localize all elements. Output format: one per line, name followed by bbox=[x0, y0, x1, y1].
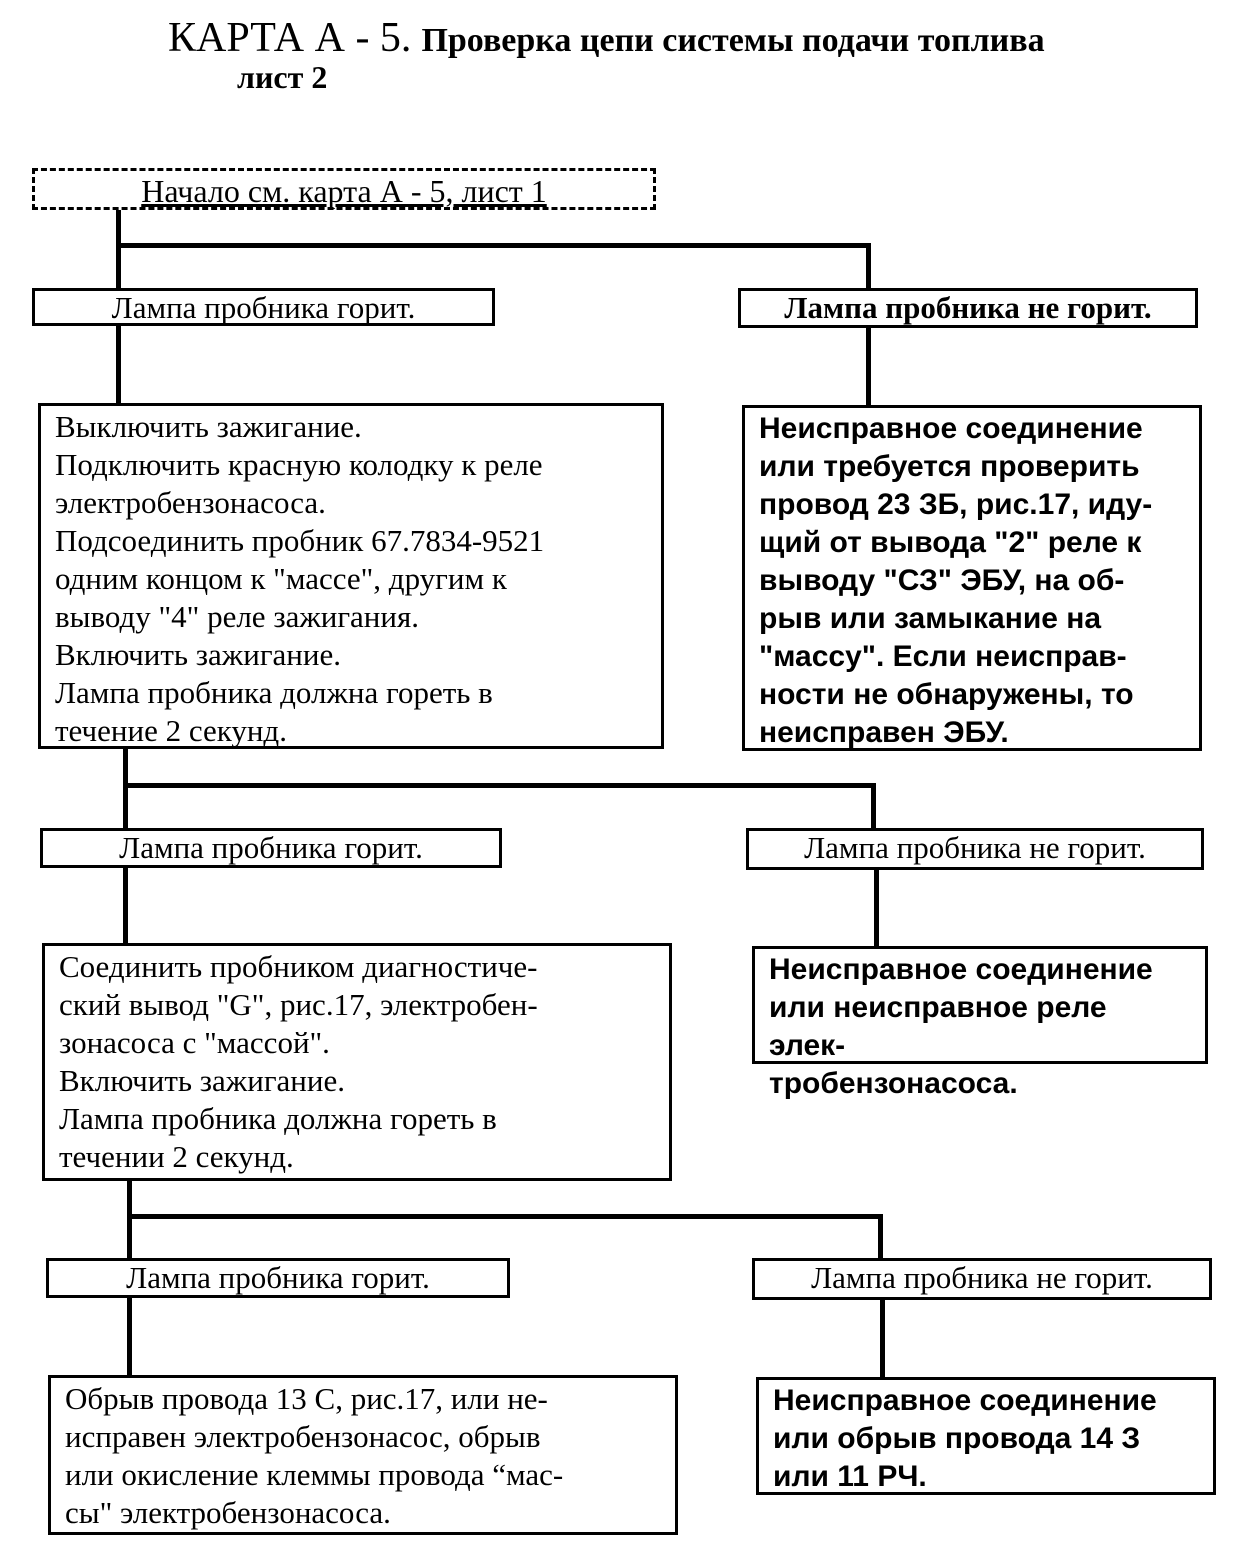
connector bbox=[127, 1214, 882, 1219]
result-box-1: Неисправное соединение или требуется проверить провод 23 ЗБ, рис.17, иду- щий от вывода "2" реле к выводу "СЗ" ЭБУ, на об- рыв или замыкание на "массу". Если неисправ- ности не обнаружены, то неисправен ЭБУ. bbox=[742, 405, 1202, 751]
connector bbox=[116, 325, 121, 405]
lamp-off-label-2 bbox=[746, 828, 1204, 870]
sheet-number: лист 2 bbox=[237, 59, 328, 95]
action-box-2: Соединить пробником диагностиче- ский вывод "G", рис.17, электробен- зонасоса с "массой". Включить зажигание. Лампа пробника должна гореть в течении 2 секунд. bbox=[42, 943, 672, 1181]
lamp-on-label-3 bbox=[46, 1258, 510, 1298]
result-box-3-yes: Обрыв провода 13 С, рис.17, или не- исправен электробензонасос, обрыв или окисление клеммы провода “мас- сы" электробензонасоса. bbox=[48, 1375, 678, 1535]
action-box-1: Выключить зажигание. Подключить красную колодку к реле электробензонасоса. Подсоединить пробник 67.7834-9521 одним концом к "массе", другим к выводу "4" реле зажигания. Включить зажигание. Лампа пробника должна гореть в течение 2 секунд. bbox=[38, 403, 664, 749]
lamp-off-text-1: Лампа пробника не горит. bbox=[784, 290, 1152, 325]
lamp-off-text-2: Лампа пробника не горит. bbox=[804, 830, 1146, 865]
start-box bbox=[32, 168, 656, 210]
connector bbox=[116, 208, 121, 290]
connector bbox=[127, 1178, 132, 1260]
start-box-label: Начало см. карта А - 5, лист 1 bbox=[141, 173, 547, 209]
connector bbox=[878, 1214, 883, 1261]
result-box-2: Неисправное соединение или неисправное реле элек- тробензонасоса. bbox=[752, 946, 1208, 1064]
connector bbox=[123, 866, 128, 946]
connector bbox=[866, 327, 871, 407]
lamp-on-text-3: Лампа пробника горит. bbox=[126, 1260, 430, 1295]
connector bbox=[880, 1298, 885, 1380]
lamp-on-label-2 bbox=[40, 828, 502, 868]
connector bbox=[127, 1296, 132, 1378]
lamp-on-text-2: Лампа пробника горит. bbox=[119, 830, 423, 865]
connector bbox=[871, 783, 876, 830]
connector bbox=[874, 868, 879, 950]
connector bbox=[866, 243, 871, 290]
lamp-on-text-1: Лампа пробника горит. bbox=[111, 290, 416, 325]
result-box-3-no: Неисправное соединение или обрыв провода 14 З или 11 РЧ. bbox=[756, 1377, 1216, 1495]
connector bbox=[116, 243, 871, 248]
card-number: КАРТА А - 5. bbox=[168, 15, 412, 61]
lamp-off-text-3: Лампа пробника не горит. bbox=[811, 1260, 1153, 1295]
lamp-on-label-1 bbox=[32, 288, 495, 326]
lamp-off-label-1 bbox=[738, 288, 1198, 328]
card-name: Проверка цепи системы подачи топлива bbox=[421, 22, 1045, 59]
lamp-off-label-3 bbox=[752, 1258, 1212, 1300]
connector bbox=[123, 748, 128, 828]
connector bbox=[123, 783, 876, 788]
